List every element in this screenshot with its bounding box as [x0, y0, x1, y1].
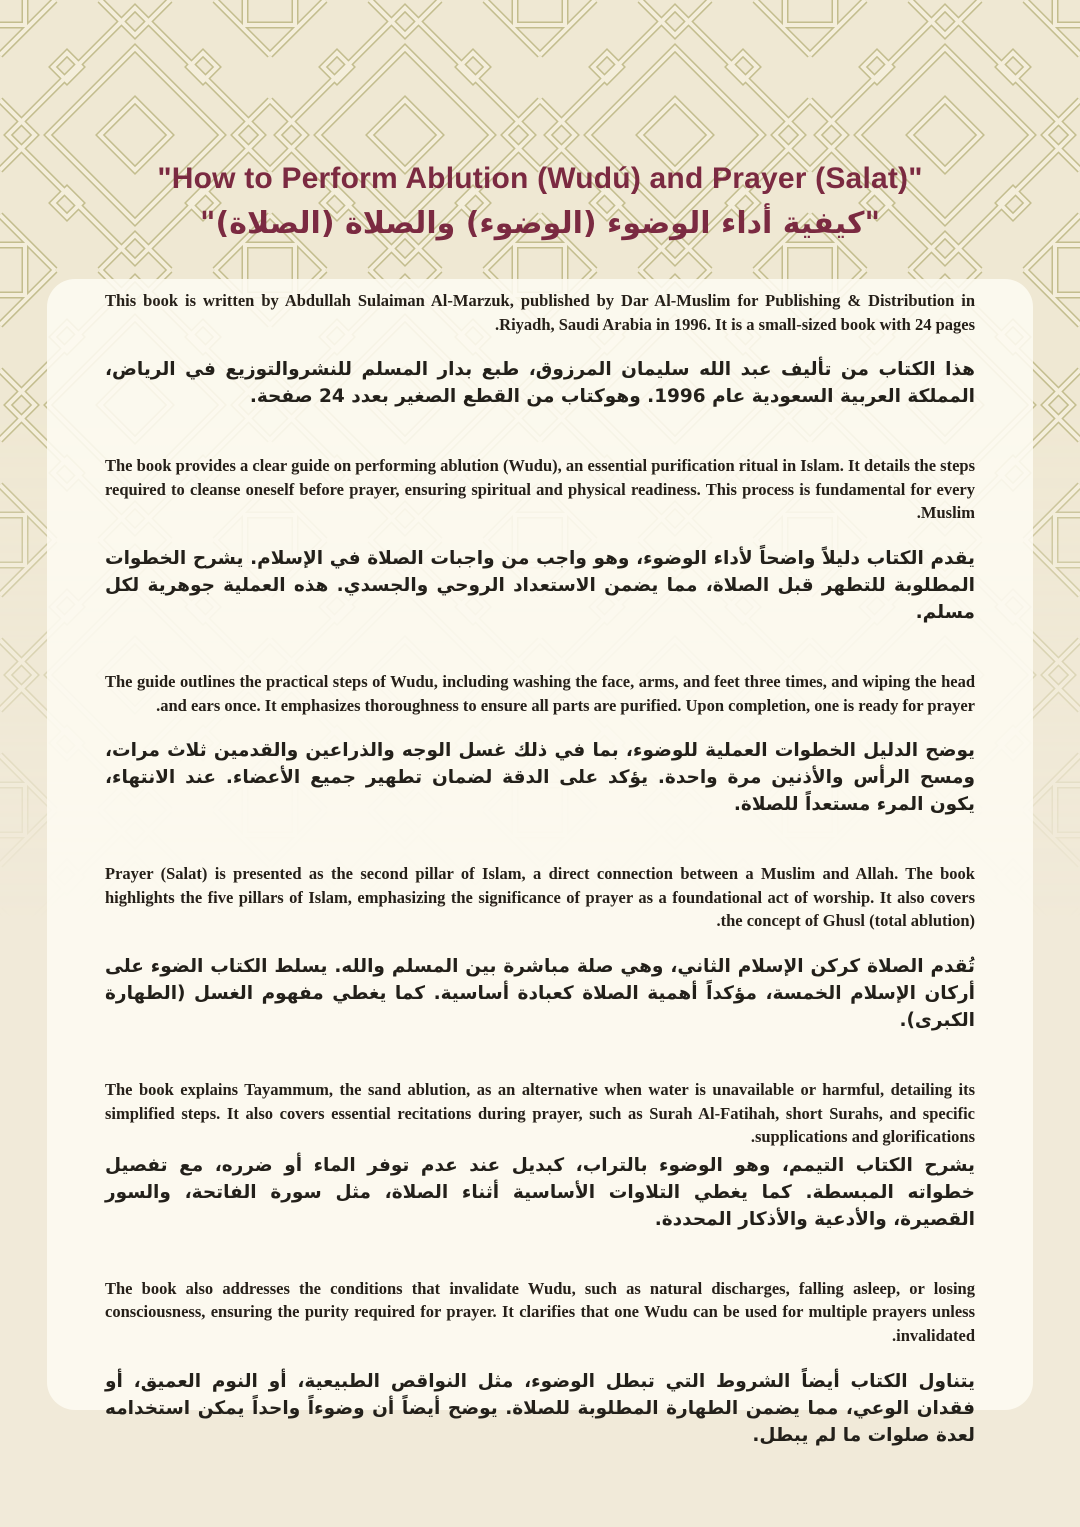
page-title-english: "How to Perform Ablution (Wudú) and Prayer (Salat)" [157, 162, 923, 195]
paragraph-pair-4 [105, 862, 975, 1034]
paragraph-arabic: يوضح الدليل الخطوات العملية للوضوء، بما في ذلك غسل الوجه والذراعين والقدمين ثلاث مرات، ومسح الرأس والأذنين مرة واحدة. يؤكد على الدقة لضمان تطهير جميع الأعضاء. عند الانتهاء، يكون المرء مستعداً للصلاة. [105, 740, 975, 816]
paragraph-english: The book provides a clear guide on performing ablution (Wudu), an essential purification ritual in Islam. It details the steps required to cleanse oneself before prayer, ensuring spiritual and physical readiness. This process is fundamental for every Muslim. [105, 456, 975, 523]
paragraph-pair-2 [105, 454, 975, 626]
paragraph-arabic: يقدم الكتاب دليلاً واضحاً لأداء الوضوء، وهو واجب من واجبات الصلاة في الإسلام. يشرح الخطوات المطلوبة للتطهر قبل الصلاة، مما يضمن الاستعداد الروحي والجسدي. هذه العملية جوهرية لكل مسلم. [105, 547, 975, 623]
page-header [0, 162, 1080, 243]
paragraph-english: The guide outlines the practical steps of Wudu, including washing the face, arms, and feet three times, and wiping the head and ears once. It emphasizes thoroughness to ensure all parts are purified. Upon completion, one is ready for prayer. [105, 671, 975, 715]
paragraph-pair-6 [105, 1277, 975, 1449]
paragraph-arabic: هذا الكتاب من تأليف عبد الله سليمان المرزوق، طبع بدار المسلم للنشروالتوزيع في الرياض، المملكة العربية السعودية عام 1996. وهوكتاب من القطع الصغير بعدد 24 صفحة. [105, 359, 975, 408]
paragraph-english: This book is written by Abdullah Sulaiman Al-Marzuk, published by Dar Al-Muslim for Publishing & Distribution in Riyadh, Saudi Arabia in 1996. It is a small-sized book with 24 pages. [105, 291, 975, 334]
paragraph-arabic: تُقدم الصلاة كركن الإسلام الثاني، وهي صلة مباشرة بين المسلم والله. يسلط الكتاب الضوء على أركان الإسلام الخمسة، مؤكداً أهمية الصلاة كعبادة أساسية. كما يغطي مفهوم الغسل (الطهارة الكبرى). [105, 955, 975, 1031]
paragraph-english: Prayer (Salat) is presented as the second pillar of Islam, a direct connection between a Muslim and Allah. The book highlights the five pillars of Islam, emphasizing the significance of prayer as a foundational act of worship. It also covers the concept of Ghusl (total ablution). [105, 864, 975, 931]
paragraph-arabic: يشرح الكتاب التيمم، وهو الوضوء بالتراب، كبديل عند عدم توفر الماء أو ضرره، مع تفصيل خطواته المبسطة. كما يغطي التلاوات الأساسية أثناء الصلاة، مثل سورة الفاتحة، والسور القصيرة، والأدعية والأذكار المحددة. [105, 1154, 975, 1230]
paragraph-pair-3 [105, 670, 975, 818]
paragraph-pair-5 [105, 1078, 975, 1233]
paragraph-arabic: يتناول الكتاب أيضاً الشروط التي تبطل الوضوء، مثل النواقص الطبيعية، أو النوم العميق، أو فقدان الوعي، مما يضمن الطهارة المطلوبة للصلاة. يوضح أيضاً أن وضوءاً واحداً يمكن استخدامه لعدة صلوات ما لم يبطل. [105, 1370, 975, 1446]
paragraph-english: The book also addresses the conditions that invalidate Wudu, such as natural discharges, falling asleep, or losing consciousness, ensuring the purity required for prayer. It clarifies that one Wudu can be used for multiple prayers unless invalidated. [105, 1278, 975, 1345]
paragraph-pair-1 [105, 289, 975, 410]
paragraph-english: The book explains Tayammum, the sand ablution, as an alternative when water is unavailable or harmful, detailing its simplified steps. It also covers essential recitations during prayer, such as Surah Al-Fatihah, short Surahs, and specific supplications and glorifications. [105, 1079, 975, 1147]
page-title-arabic: "كيفية أداء الوضوء (الوضوء) والصلاة (الصلاة)" [199, 206, 881, 241]
content-card [47, 279, 1033, 1446]
